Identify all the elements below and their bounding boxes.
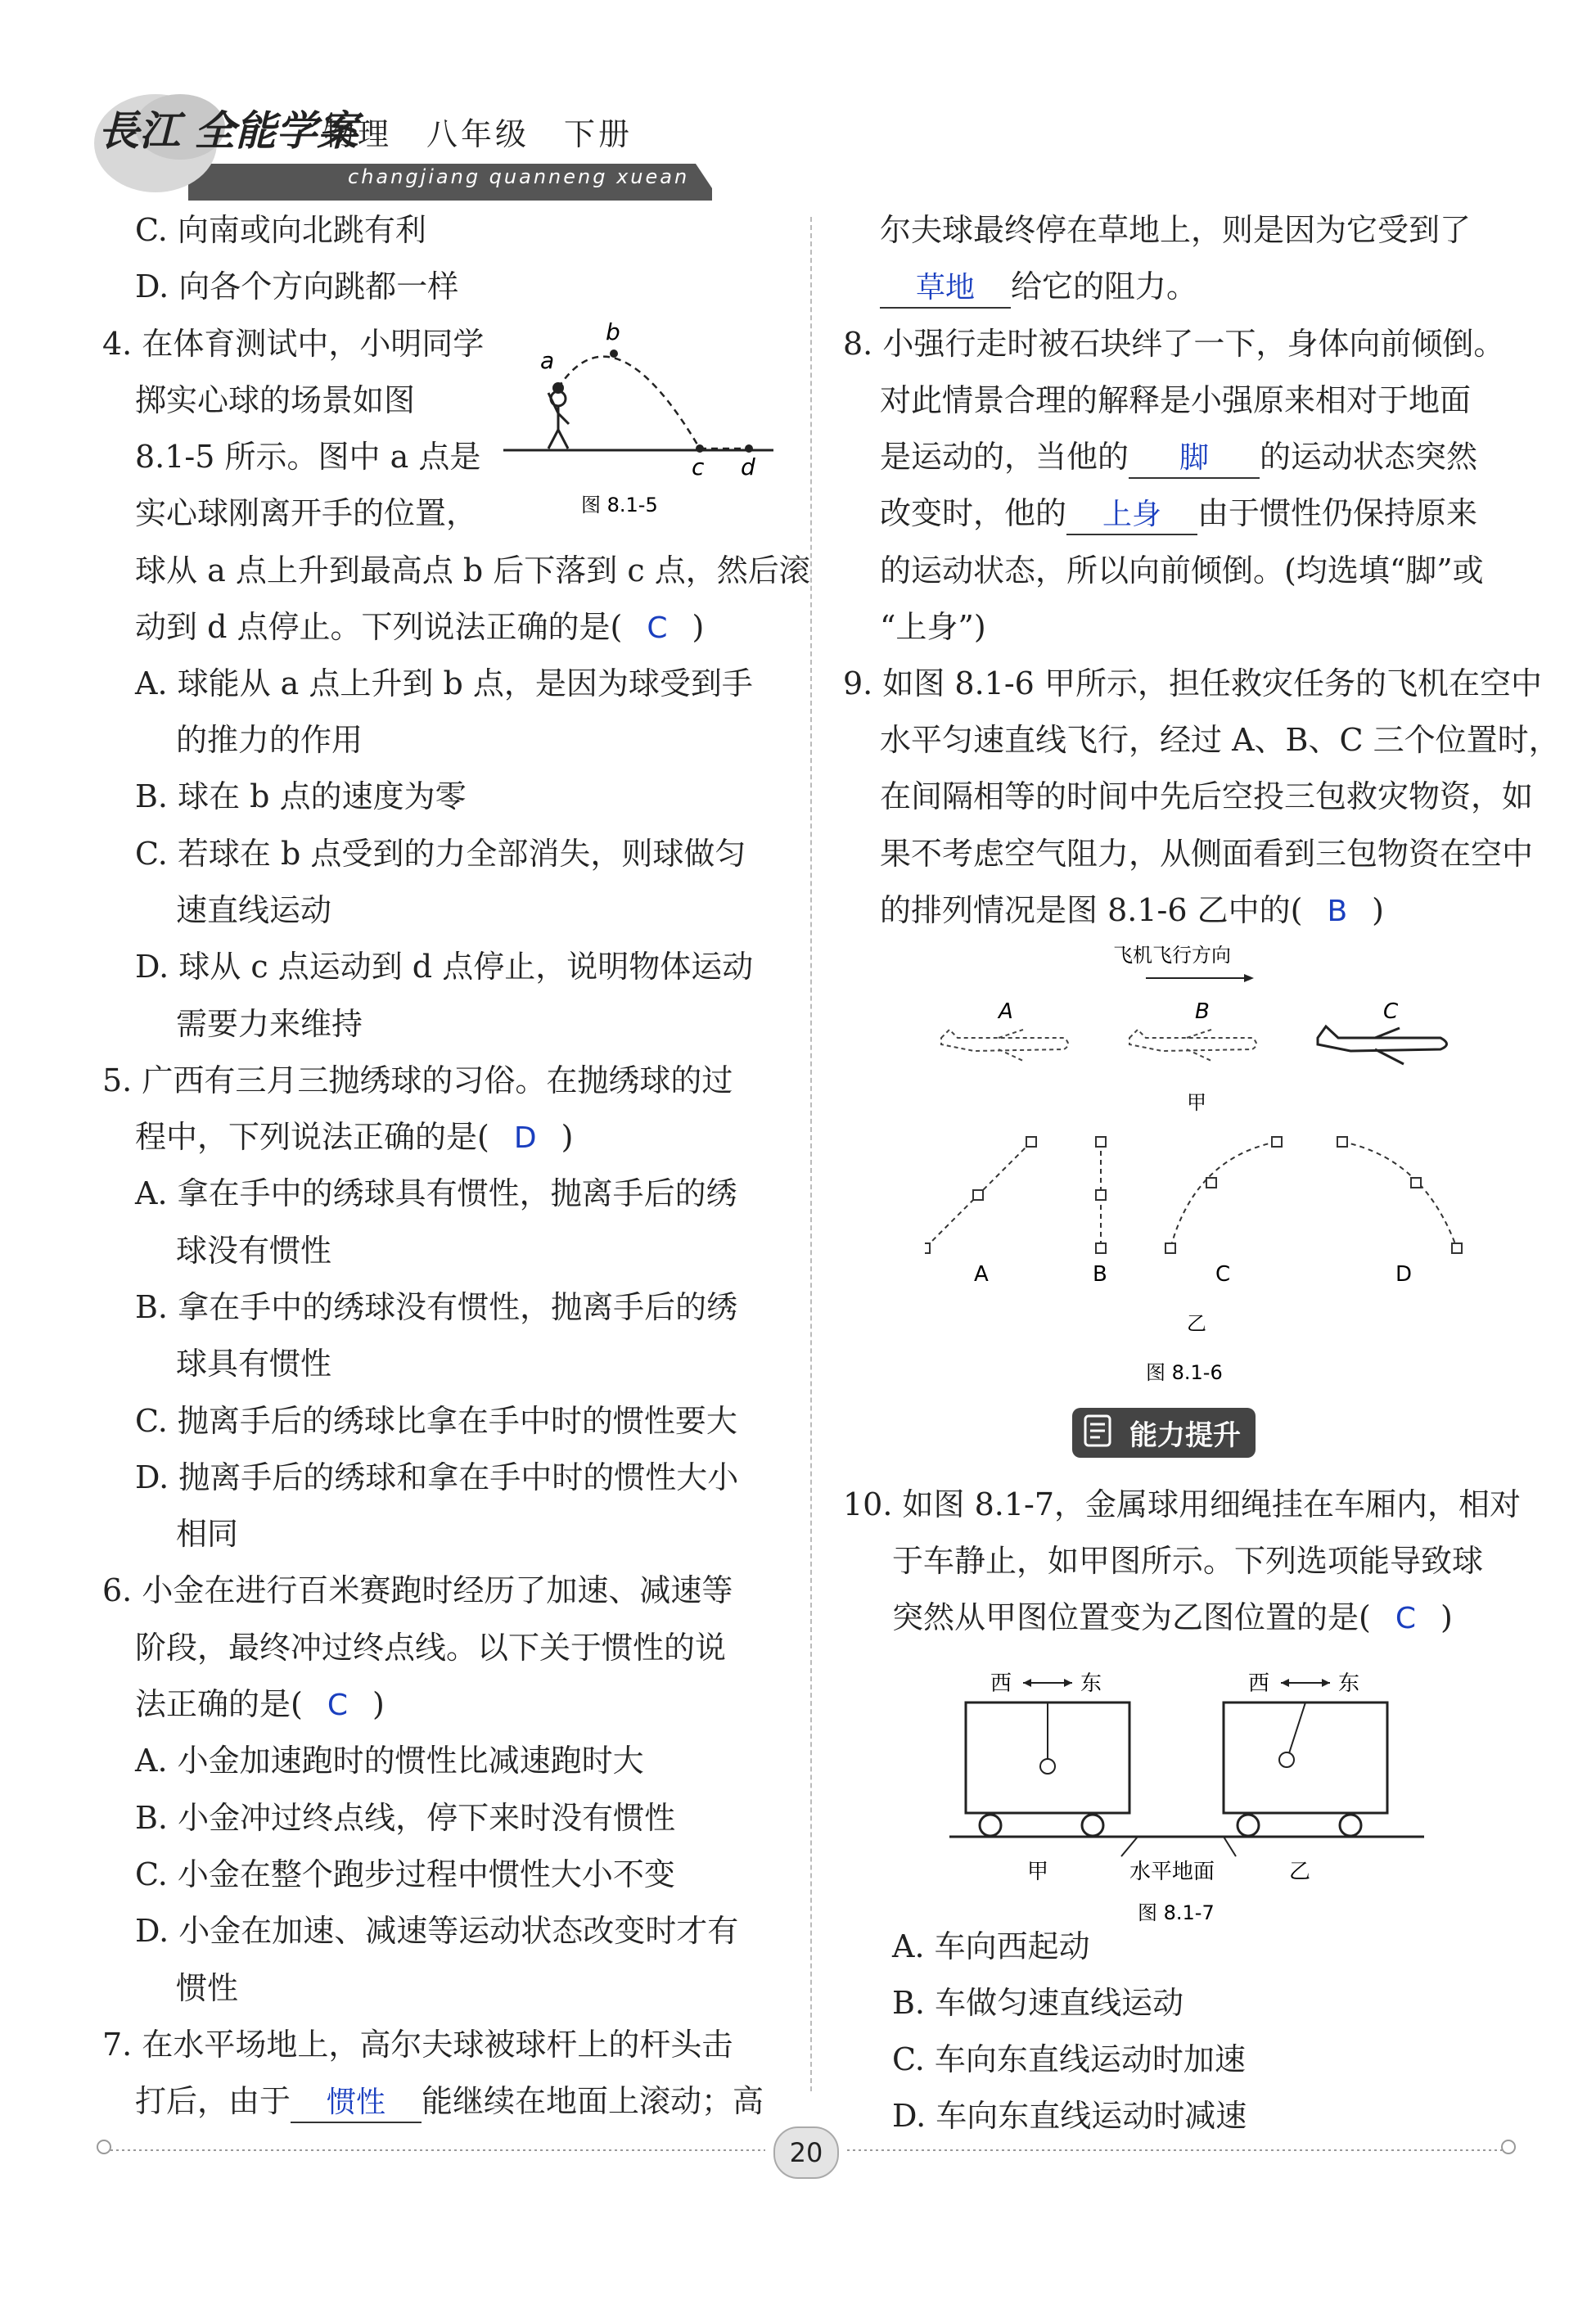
figure-8-1-6 bbox=[925, 941, 1498, 1400]
q5-option-c: C. 抛离手后的绣球比拿在手中时的惯性要大 bbox=[135, 1403, 737, 1439]
q10-stem-end: 突然从甲图位置变为乙图位置的是( C ) bbox=[892, 1599, 1453, 1635]
q10-answer: C bbox=[1395, 1602, 1416, 1635]
q8-stem: 对此情景合理的解释是小强原来相对于地面 bbox=[880, 382, 1472, 418]
q6-stem-end: 法正确的是( C ) bbox=[135, 1686, 385, 1722]
q4-stem: 球从 a 点上升到最高点 b 后下落到 c 点，然后滚 bbox=[135, 552, 810, 589]
q4-stem: 4. 在体育测试中，小明同学 bbox=[102, 326, 485, 362]
label-jia-2: 甲 bbox=[1027, 1860, 1049, 1884]
option-b-pattern bbox=[1096, 1137, 1106, 1253]
label-a: a bbox=[540, 347, 555, 374]
q6-option-b: B. 小金冲过终点线，停下来时没有惯性 bbox=[135, 1800, 676, 1836]
q6-option-d-cont: 惯性 bbox=[176, 1970, 239, 2006]
west-label-1: 西 bbox=[990, 1671, 1012, 1696]
q4-stem-end: 动到 d 点停止。下列说法正确的是( C ) bbox=[135, 609, 705, 645]
q9-stem: 水平匀速直线飞行，经过 A、B、C 三个位置时， bbox=[880, 722, 1560, 758]
q5-option-b: B. 拿在手中的绣球没有惯性，抛离手后的绣 bbox=[135, 1289, 738, 1325]
q8-stem: 的运动状态，所以向前倾倒。(均选填“脚”或 bbox=[880, 552, 1484, 589]
q5-option-d: D. 抛离手后的绣球和拿在手中时的惯性大小 bbox=[135, 1459, 739, 1495]
q7-blank-line: 草地 给它的阻力。 bbox=[880, 268, 1197, 309]
plane-b-outline bbox=[1129, 1030, 1256, 1061]
q6-option-d: D. 小金在加速、减速等运动状态改变时才有 bbox=[135, 1913, 739, 1949]
q7-answer-2: 草地 bbox=[915, 271, 975, 304]
q9-answer: B bbox=[1327, 895, 1348, 928]
direction-label: 飞机飞行方向 bbox=[1113, 944, 1231, 967]
q9-stem-end: 的排列情况是图 8.1-6 乙中的( B ) bbox=[880, 892, 1384, 928]
page-number: 20 bbox=[773, 2126, 839, 2179]
q5-option-a: A. 拿在手中的绣球具有惯性，抛离手后的绣 bbox=[135, 1175, 737, 1211]
q6-answer: C bbox=[327, 1689, 348, 1722]
point-d bbox=[745, 444, 753, 453]
q9-stem: 果不考虑空气阻力，从侧面看到三包物资在空中 bbox=[880, 836, 1534, 872]
q4-option-c: C. 若球在 b 点受到的力全部消失，则球做匀 bbox=[135, 836, 746, 872]
plane-label-a: A bbox=[999, 999, 1013, 1024]
student-figure bbox=[548, 391, 569, 449]
q8-stem-end: “上身”) bbox=[880, 609, 986, 645]
q7-stem-blank: 打后，由于 惯性 能继续在地面上滚动；高 bbox=[135, 2082, 764, 2123]
car-yi bbox=[1224, 1702, 1387, 1836]
q4-option-c-cont: 速直线运动 bbox=[176, 892, 332, 928]
notebook-icon bbox=[1082, 1413, 1116, 1449]
q9-stem: 9. 如图 8.1-6 甲所示，担任救灾任务的飞机在空中 bbox=[843, 665, 1542, 701]
car-jia bbox=[966, 1702, 1129, 1836]
option-label-c: C bbox=[1215, 1262, 1231, 1287]
label-yi-2: 乙 bbox=[1289, 1860, 1311, 1884]
header-pinyin: changjiang quanneng xuean bbox=[348, 165, 690, 188]
q7-continuation: 尔夫球最终停在草地上，则是因为它受到了 bbox=[880, 212, 1472, 248]
q5-option-b-cont: 球具有惯性 bbox=[176, 1346, 332, 1382]
q8-answer-2: 上身 bbox=[1102, 498, 1162, 531]
option-c-pattern bbox=[1165, 1137, 1282, 1253]
label-yi: 乙 bbox=[1187, 1312, 1206, 1335]
caption-8-1-5: 图 8.1-5 bbox=[581, 494, 658, 516]
plane-label-c: C bbox=[1383, 999, 1399, 1024]
q6-option-c: C. 小金在整个跑步过程中惯性大小不变 bbox=[135, 1856, 675, 1892]
q4-option-d: D. 球从 c 点运动到 d 点停止，说明物体运动 bbox=[135, 949, 754, 985]
q4-stem: 实心球刚离开手的位置， bbox=[135, 495, 478, 531]
q5-stem-end: 程中，下列说法正确的是( D ) bbox=[135, 1119, 574, 1155]
plane-label-b: B bbox=[1195, 999, 1210, 1024]
q5-stem: 5. 广西有三月三抛绣球的习俗。在抛绣球的过 bbox=[102, 1062, 733, 1098]
q4-option-b: B. 球在 b 点的速度为零 bbox=[135, 778, 467, 814]
q8-stem: 8. 小强行走时被石块绊了一下，身体向前倾倒。 bbox=[843, 326, 1505, 362]
ground-label: 水平地面 bbox=[1129, 1860, 1215, 1884]
q4-option-a-cont: 的推力的作用 bbox=[176, 722, 363, 758]
q3-option-d: D. 向各个方向跳都一样 bbox=[135, 268, 459, 304]
label-d: d bbox=[741, 453, 755, 480]
plane-a-outline bbox=[941, 1030, 1068, 1061]
q8-stem-blank: 是运动的，当他的 脚 的运动状态突然 bbox=[880, 438, 1477, 479]
q10-option-c: C. 车向东直线运动时加速 bbox=[892, 2041, 1246, 2077]
q5-answer: D bbox=[513, 1121, 537, 1155]
column-divider bbox=[810, 217, 812, 2091]
q10-stem: 10. 如图 8.1-7，金属球用细绳挂在车厢内，相对 bbox=[843, 1486, 1522, 1522]
q7-answer-1: 惯性 bbox=[327, 2086, 386, 2119]
q8-stem-blank: 改变时，他的 上身 由于惯性仍保持原来 bbox=[880, 494, 1477, 535]
q10-stem: 于车静止，如甲图所示。下列选项能导致球 bbox=[892, 1543, 1484, 1579]
q10-option-b: B. 车做匀速直线运动 bbox=[892, 1985, 1184, 2021]
figure-8-1-7 bbox=[933, 1662, 1440, 1923]
direction-arrow-head bbox=[1244, 974, 1254, 982]
option-label-d: D bbox=[1395, 1262, 1413, 1287]
q4-stem: 掷实心球的场景如图 bbox=[135, 382, 416, 418]
q6-stem: 6. 小金在进行百米赛跑时经历了加速、减速等 bbox=[102, 1572, 733, 1608]
q10-option-d: D. 车向东直线运动时减速 bbox=[892, 2098, 1247, 2134]
q6-stem: 阶段，最终冲过终点线。以下关于惯性的说 bbox=[135, 1630, 727, 1666]
point-c bbox=[696, 444, 704, 453]
option-a-pattern bbox=[925, 1137, 1036, 1253]
q9-stem: 在间隔相等的时间中先后空投三包救灾物资，如 bbox=[880, 778, 1534, 814]
point-b bbox=[610, 350, 618, 358]
east-label-1: 东 bbox=[1080, 1671, 1102, 1696]
q7-stem: 7. 在水平场地上，高尔夫球被球杆上的杆头击 bbox=[102, 2027, 733, 2063]
badge-label: 能力提升 bbox=[1129, 1419, 1241, 1452]
figure-8-1-5 bbox=[491, 319, 786, 532]
label-b: b bbox=[606, 319, 620, 345]
logo-text: 長江 全能学案 bbox=[98, 106, 358, 155]
east-label-2: 东 bbox=[1338, 1671, 1360, 1696]
q4-option-a: A. 球能从 a 点上升到 b 点，是因为球受到手 bbox=[135, 665, 753, 701]
plane-c-solid bbox=[1318, 1026, 1447, 1064]
q6-option-a: A. 小金加速跑时的惯性比减速跑时大 bbox=[135, 1743, 644, 1779]
label-c: c bbox=[692, 453, 705, 480]
book-title: 物理 八年级 下册 bbox=[323, 116, 633, 152]
q5-option-d-cont: 相同 bbox=[176, 1516, 239, 1552]
q8-answer-1: 脚 bbox=[1179, 441, 1210, 475]
q4-option-d-cont: 需要力来维持 bbox=[176, 1006, 363, 1042]
west-label-2: 西 bbox=[1248, 1671, 1270, 1696]
option-d-pattern bbox=[1337, 1137, 1462, 1253]
caption-8-1-6: 图 8.1-6 bbox=[1146, 1361, 1223, 1384]
q4-answer: C bbox=[647, 611, 668, 645]
q5-option-a-cont: 球没有惯性 bbox=[176, 1233, 332, 1269]
q4-stem: 8.1-5 所示。图中 a 点是 bbox=[135, 439, 481, 475]
caption-8-1-7: 图 8.1-7 bbox=[1138, 1901, 1215, 1923]
option-label-b: B bbox=[1093, 1262, 1107, 1287]
q3-option-c: C. 向南或向北跳有利 bbox=[135, 212, 426, 248]
label-jia: 甲 bbox=[1187, 1091, 1206, 1114]
trajectory bbox=[558, 357, 700, 449]
option-label-a: A bbox=[974, 1262, 989, 1287]
q10-option-a: A. 车向西起动 bbox=[892, 1928, 1090, 1964]
